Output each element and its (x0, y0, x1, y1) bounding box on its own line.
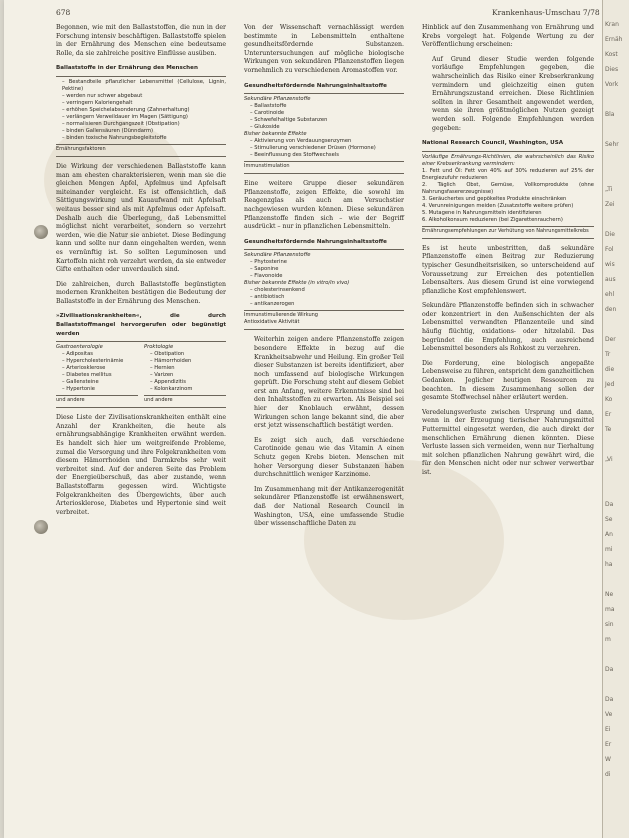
list-item: – Glukoside (250, 124, 404, 131)
paper-sheet (4, 0, 602, 838)
list-item: – Hypercholesterinämie (62, 358, 138, 365)
edge-fragment: Te (605, 426, 612, 433)
edge-fragment (603, 485, 629, 495)
edge-fragment (603, 155, 629, 165)
box-caption: Ernährungsfaktoren (56, 144, 226, 153)
edge-fragment: Ve (605, 711, 613, 718)
list-item: – Phytosterine (250, 259, 404, 266)
paragraph: Es ist heute unbestritten, daß sekundäre Pflanzenstoffe einen Beitrag zur Reduzierung typischer Gesundheitsrisiken, so unterscheidend auf Voraussetzung zur Erreichen des potentiellen Lebensalters. Aus diesem Grund ist eine vorwiegend pflanzliche Kost empfehlenswert. (422, 244, 594, 295)
list-item: – Diabetes mellitus (62, 372, 138, 379)
edge-fragment: ehl (605, 291, 615, 298)
edge-fragment: Dies (605, 66, 619, 73)
info-box (422, 151, 594, 239)
caption-line: Immunstimulierende Wirkung (244, 312, 318, 319)
list-item: – cholesterinsenkend (250, 287, 404, 294)
edge-fragment: wis (605, 261, 615, 268)
paragraph: Die zahlreichen, durch Ballaststoffe begünstigten modernen Krankheiten bestätigen die Bedeutung der Ballaststoffe in der Ernährung des Menschen. (56, 280, 226, 305)
punch-hole (34, 225, 48, 239)
box-subhead: Sekundäre Pflanzenstoffe (244, 96, 311, 103)
paragraph: Veredelungsverluste zwischen Ursprung und dann, wenn in der Erzeugung tierischer Nahrungsmittel Futtermittel eingesetzt werden, die auch direkt der menschlichen Ernährung dienen könnten. Diese Verluste lassen sich vermeiden, wenn nur Tierhaltung mit solchen pflanzlichen Nahrung gewährt wird, die für den Menschen nicht oder nur schwer verwertbar ist. (422, 408, 594, 476)
list-item: – Schwefelhaltige Substanzen (250, 117, 404, 124)
edge-fragment (603, 650, 629, 660)
list-item: – Hernien (150, 365, 226, 372)
list-item: – Stimulierung verschiedener Drüsen (Hormone) (250, 145, 404, 152)
edge-fragment: Se (605, 516, 613, 523)
list-item: – Arteriosklerose (62, 365, 138, 372)
list-item: – Saponine (250, 266, 404, 273)
edge-fragment: Zei (605, 201, 615, 208)
list-item: – antikanzerogen (250, 301, 404, 308)
edge-fragment (603, 440, 629, 450)
list-item: – Carotinoide (250, 110, 404, 117)
edge-fragment (603, 170, 629, 180)
table-col-left (56, 344, 138, 404)
paragraph: Im Zusammenhang mit der Antikanzerogenität sekundärer Pflanzenstoffe ist erwähnenswert, daß der National Research Council in Washington, USA, eine umfassende Studie über wissenschaftliche Daten zu (254, 485, 404, 528)
list-item: – Obstipation (150, 351, 226, 358)
edge-fragment: aus (605, 276, 616, 283)
edge-fragment: Ne (605, 591, 614, 598)
edge-fragment: den (605, 306, 617, 313)
paragraph: Weiterhin zeigen andere Pflanzenstoffe zeigen besondere Effekte in bezug auf die Krankheitsabwehr und Heilung. Ein großer Teil dieser Substanzen ist bereits identifiziert, aber noch umfassend auf biologische Wirkungen geprüft. Die Forschung steht auf diesem Gebiet erst am Anfang, weitere Erkenntnisse sind bei den Inhaltsstoffen zu erwarten. Als Beispiel sei hier der Knoblauch erwähnt, dessen Wirkungen schon lange bekannt sind, die aber erst jetzt wissenschaftlich bestätigt werden. (254, 336, 404, 430)
edge-fragment (603, 470, 629, 480)
edge-fragment: Da (605, 501, 614, 508)
paragraph: Eine weitere Gruppe dieser sekundären Pflanzenstoffe, zeigen Effekte, die sowohl im Reagenzglas als auch am Versuchstier nachgewiesen wurden können. Diese sekundären Pflanzenstoffe finden sich – wie der Begriff ausdrückt – nur in pflanzlichen Lebensmitteln. (244, 180, 404, 231)
numbered-item: 3. Geräuchertes und gepökeltes Produkte einschränken (422, 195, 567, 202)
box-heading: Gesundheitsfördernde Nahrungsinhaltsstoffe (244, 82, 387, 89)
paragraph: Von der Wissenschaft vernachlässigt werden bestimmte in Lebensmitteln enthaltene gesundheitsfördernde Substanzen. Unteruntersuchungen auf mögliche biologische Wirkungen von sekundären Pflanzenstoffen liegen vornehmlich zu verschiedenen Aromastoffen vor. (244, 24, 404, 74)
paragraph: Sekundäre Pflanzenstoffe befinden sich in schwacher oder konzentriert in den Außenschichten der als Lebensmittel verwandten Pflanzenteile und sind häufig flüchtig, oxidations- oder hitzelabil. Das begründet die Empfehlung, auch ausreichend Lebensmittel besonders als Rohkost zu verzehren. (422, 302, 594, 353)
edge-fragment (603, 575, 629, 585)
numbered-item: 4. Verunreinigungen meiden (Zusatzstoffe weitere prüfen) (422, 202, 574, 209)
edge-fragment: die (605, 366, 615, 373)
list-item: – Flavonoide (250, 273, 404, 280)
list-item: – Appendizitis (150, 379, 226, 386)
box-caption (244, 310, 404, 326)
box-list (56, 79, 226, 142)
edge-fragment (603, 680, 629, 690)
box-caption: und andere (144, 395, 226, 404)
edge-fragment (603, 320, 629, 330)
paragraph: Begonnen, wie mit den Ballaststoffen, die nun in der Forschung intensiv beschäftigen. Ballaststoffe spielen in der Ernährung des Menschen eine bedeutsame Rolle, da sie zahlreiche positive Einflüsse ausüben. (56, 24, 226, 57)
edge-fragment: ha (605, 561, 613, 568)
box-caption: Ernährungsempfehlungen zur Verhütung von Nahrungsmittelkrebs (422, 226, 594, 235)
edge-fragment: Kran (605, 21, 619, 28)
edge-fragment: „Ti (605, 186, 613, 193)
caption-line: Antioxidative Aktivität (244, 319, 300, 326)
edge-fragment: Er (605, 411, 612, 418)
table-head: Proktologie (144, 344, 174, 351)
box-heading: National Research Council, Washington, USA (422, 140, 564, 147)
edge-fragment: W (605, 756, 611, 763)
box-caption: Immunstimulation (244, 161, 404, 170)
info-box (56, 76, 226, 157)
box-heading: Ballaststoffe in der Ernährung des Menschen (56, 65, 198, 72)
edge-fragment: di (605, 771, 611, 778)
edge-fragment: Bla (605, 111, 615, 118)
edge-fragment: sin (605, 621, 614, 628)
two-column-table (56, 344, 226, 404)
list-item: – werden nur schwer abgebaut (62, 93, 226, 100)
box-subhead: Sekundäre Pflanzenstoffe (244, 252, 311, 259)
column-3 (422, 24, 594, 484)
adjacent-page-text (603, 20, 629, 780)
list-item: – Varizen (150, 372, 226, 379)
paragraph: Es zeigt sich auch, daß verschiedene Carotinoide genau wie das Vitamin A einen Schutz gegen Krebs bieten. Menschen mit hoher Versorgung dieser Substanzen haben durchschnittlich weniger Karzinome. (254, 436, 404, 479)
adjacent-page-edge (602, 0, 629, 838)
edge-fragment: mi (605, 546, 613, 553)
paragraph: Auf Grund dieser Studie werden folgende vorläufige Empfehlungen gegeben, die wahrscheinlich das Risiko einer Krebserkrankung vermindern und gleichzeitig einen guten Ernährungszustand erreichen. Diese Richtlinien sollten in ihrer Gesamtheit angewendet werden, wenn sie ihren größtmöglichen Nutzen gezeigt werden soll. Folgende Empfehlungen werden gegeben: (432, 55, 594, 132)
box-caption: und andere (56, 395, 138, 404)
box-subhead: Bisher bekannte Effekte (in vitro/in vivo) (244, 280, 350, 287)
list-item: – Kolonkarzinom (150, 386, 226, 393)
edge-fragment: Ko (605, 396, 613, 403)
paragraph: Diese Liste der Zivilisationskrankheiten enthält eine Anzahl der Krankheiten, die heute als ernährungsabhängige Krankheiten erwähnt werden. Es handelt sich hier um weitgreifende Probleme, zumal die Versorgung und ihre Folgekrankheiten vom diesem Hämorrhoiden und Darmkrebs sehr weit verbreitet sind. Auf der anderen Seite das Problem der Energieüberschuß, das aber zustande, wenn Ballaststoffarm gegessen wird. Wichtigste Folgekrankheiten des Übergewichts, über auch Arteriosklerose, Diabetes und Hypertonie sind weit verbreitet. (56, 414, 226, 516)
edge-fragment: Ernäh (605, 36, 623, 43)
edge-fragment: Er (605, 741, 612, 748)
edge-fragment: Ei (605, 726, 611, 733)
list-item: – verlängern Verweildauer im Magen (Sättigung) (62, 114, 226, 121)
edge-fragment: Jed (605, 381, 615, 388)
page-number: 678 (56, 8, 71, 17)
info-box (56, 341, 226, 408)
list-item: – Gallensteine (62, 379, 138, 386)
edge-fragment: Sehr (605, 141, 619, 148)
box-subhead: Vorläufige Ernährungs-Richtlinien, die wahrscheinlich das Risiko einer Krebserkrankung vermindern: (422, 153, 594, 167)
table-head: Gastroenterologie (56, 344, 103, 351)
numbered-item: 1. Fett und Öl: Fett von 40% auf 30% reduzieren auf 25% der Energiezufuhr reduzieren (422, 167, 594, 181)
edge-fragment: Da (605, 696, 614, 703)
info-box (244, 93, 404, 174)
box-heading: Gesundheitsfördernde Nahrungsinhaltsstoffe (244, 238, 387, 245)
edge-fragment (603, 215, 629, 225)
edge-fragment: An (605, 531, 613, 538)
edge-fragment: Da (605, 666, 614, 673)
edge-fragment (603, 125, 629, 135)
edge-fragment: ma (605, 606, 615, 613)
edge-fragment: m (605, 636, 611, 643)
box-subhead: Bisher bekannte Effekte (244, 131, 307, 138)
list-item: – Adipositas (62, 351, 138, 358)
edge-fragment: Der (605, 336, 616, 343)
list-item: – Hypertonie (62, 386, 138, 393)
edge-fragment: Die (605, 231, 615, 238)
numbered-item: 5. Mutagene in Nahrungsmitteln identifizieren (422, 209, 542, 216)
running-title: Krankenhaus-Umschau 7/78 (492, 8, 600, 17)
list-item: – Aktivierung von Verdauungsenzymen (250, 138, 404, 145)
box-heading: »Zivilisationskrankheiten«, die durch Ballaststoffmangel hervorgerufen oder begünstigt werden (56, 313, 226, 337)
list-item: – antibiotisch (250, 294, 404, 301)
numbered-item: 6. Alkoholkonsum reduzieren (bei Zigarettenrauchern) (422, 216, 563, 223)
paragraph: Hinblick auf den Zusammenhang von Ernährung und Krebs vorgelegt hat. Folgende Wertung zu der Veröffentlichung erscheinen: (422, 24, 594, 49)
list-item: – Bestandteile pflanzlicher Lebensmittel (Cellulose, Lignin, Pektine) (62, 79, 226, 93)
edge-fragment: Tr (605, 351, 611, 358)
edge-fragment (603, 95, 629, 105)
list-item: – erhöhen Speichelabsonderung (Zahnerhaltung) (62, 107, 226, 114)
list-item: – Beeinflussung des Stoffwechsels (250, 152, 404, 159)
column-1 (56, 24, 226, 523)
edge-fragment: „Vi (605, 456, 613, 463)
numbered-item: 2. Täglich Obst, Gemüse, Vollkornprodukte (ohne Nahrungsfasererzeugnisse) (422, 181, 594, 195)
punch-hole (34, 520, 48, 534)
table-col-right (144, 344, 226, 404)
column-2 (244, 24, 404, 535)
list-item: – binden Gallensäuren (Dünndarm) (62, 128, 226, 135)
list-item: – normalisieren Durchgangszeit (Obstipation) (62, 121, 226, 128)
list-item: – Ballaststoffe (250, 103, 404, 110)
edge-fragment: Vork (605, 81, 619, 88)
info-box (244, 249, 404, 330)
list-item: – verringern Kaloriengehalt (62, 100, 226, 107)
list-item: – Hämorrhoiden (150, 358, 226, 365)
edge-fragment: Kost (605, 51, 618, 58)
paragraph: Die Wirkung der verschiedenen Ballaststoffe kann man am ehesten charakterisieren, wenn man sie die gleichen Mengen Apfel, Apfelmus und Apfelsaft miteinander vergleicht. Es ist offensichtlich, daß Sättigungswirkung und Kauaufwand mit Apfelsaft weitaus besser sind als mit Apfelmus oder Apfelsaft. Deshalb auch die Überlegung, daß Lebensmittel möglichst nicht verarbeitet, sondern so verzehrt werden, wie die Natur sie anbietet. Diese Bedingung kann und sollte nur dann eingehalten werden, wenn es vernünftig ist. So sollten Leguminosen und Kartoffeln nicht roh verzehrt werden, da sie entweder Gifte enthalten oder unverdaulich sind. (56, 162, 226, 274)
list-item: – binden toxische Nahrungsbegleitstoffe (62, 135, 226, 142)
edge-fragment: Fol (605, 246, 614, 253)
paragraph: Die Forderung, eine biologisch angepaßte Lebensweise zu führen, entspricht dem ganzheitlichen Gedanken. Jeglicher heutigen Ressourcen zu beachten. In diesem Zusammenhang sollen der gesamte Stoffwechsel näher erläutert werden. (422, 359, 594, 402)
